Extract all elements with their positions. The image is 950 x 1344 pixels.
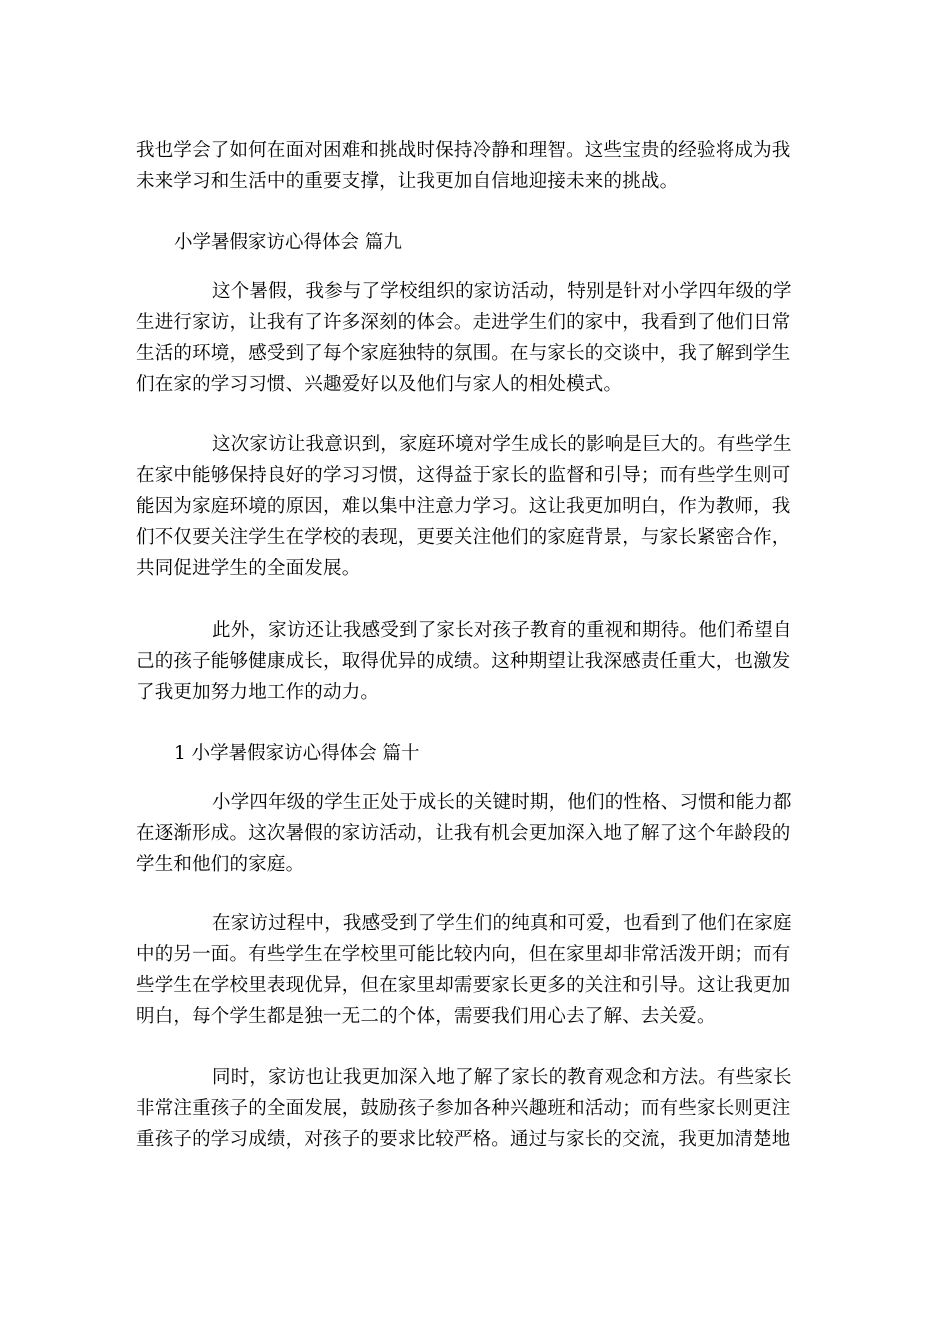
text-line: 些学生在学校里表现优异，但在家里却需要家长更多的关注和引导。这让我更加 (136, 975, 791, 996)
section-heading-10: 1 小学暑假家访心得体会 篇十 (174, 743, 420, 764)
text-line: 小学四年级的学生正处于成长的关键时期，他们的性格、习惯和能力都 (212, 792, 792, 813)
text-line: 们在家的学习习惯、兴趣爱好以及他们与家人的相处模式。 (136, 374, 623, 395)
paragraph-9-2 (136, 429, 816, 584)
text-line: 未来学习和生活中的重要支撑，让我更加自信地迎接未来的挑战。 (136, 171, 679, 192)
text-line: 了我更加努力地工作的动力。 (136, 682, 380, 703)
paragraph-9-1 (136, 276, 816, 400)
text-line: 重孩子的学习成绩，对孩子的要求比较严格。通过与家长的交流，我更加清楚地 (136, 1129, 791, 1150)
text-line: 此外，家访还让我感受到了家长对孩子教育的重视和期待。他们希望自 (212, 620, 792, 641)
paragraph-10-1 (136, 787, 816, 880)
paragraph-intro (136, 135, 816, 197)
text-line: 共同促进学生的全面发展。 (136, 558, 361, 579)
text-line: 非常注重孩子的全面发展，鼓励孩子参加各种兴趣班和活动；而有些家长则更注 (136, 1098, 791, 1119)
section-heading-9: 小学暑假家访心得体会 篇九 (174, 232, 402, 253)
paragraph-10-2 (136, 908, 816, 1032)
text-line: 己的孩子能够健康成长，取得优异的成绩。这种期望让我深感责任重大，也激发 (136, 651, 791, 672)
text-line: 学生和他们的家庭。 (136, 854, 305, 875)
text-line: 在逐渐形成。这次暑假的家访活动，让我有机会更加深入地了解了这个年龄段的 (136, 823, 791, 844)
text-line: 明白，每个学生都是独一无二的个体，需要我们用心去了解、去关爱。 (136, 1006, 716, 1027)
text-line: 生活的环境，感受到了每个家庭独特的氛围。在与家长的交谈中，我了解到学生 (136, 343, 791, 364)
text-line: 们不仅要关注学生在学校的表现，更要关注他们的家庭背景，与家长紧密合作， (136, 527, 791, 548)
text-line: 在家中能够保持良好的学习习惯，这得益于家长的监督和引导；而有些学生则可 (136, 465, 791, 486)
paragraph-10-3 (136, 1062, 816, 1155)
text-line: 在家访过程中，我感受到了学生们的纯真和可爱，也看到了他们在家庭 (212, 913, 792, 934)
text-line: 这次家访让我意识到，家庭环境对学生成长的影响是巨大的。有些学生 (212, 434, 792, 455)
paragraph-9-3 (136, 615, 816, 708)
text-line: 同时，家访也让我更加深入地了解了家长的教育观念和方法。有些家长 (212, 1067, 792, 1088)
text-line: 我也学会了如何在面对困难和挑战时保持冷静和理智。这些宝贵的经验将成为我 (136, 140, 791, 161)
text-line: 中的另一面。有些学生在学校里可能比较内向，但在家里却非常活泼开朗；而有 (136, 944, 791, 965)
text-line: 这个暑假，我参与了学校组织的家访活动，特别是针对小学四年级的学 (212, 281, 792, 302)
text-line: 生进行家访，让我有了许多深刻的体会。走进学生们的家中，我看到了他们日常 (136, 312, 791, 333)
text-line: 能因为家庭环境的原因，难以集中注意力学习。这让我更加明白，作为教师，我 (136, 496, 791, 517)
